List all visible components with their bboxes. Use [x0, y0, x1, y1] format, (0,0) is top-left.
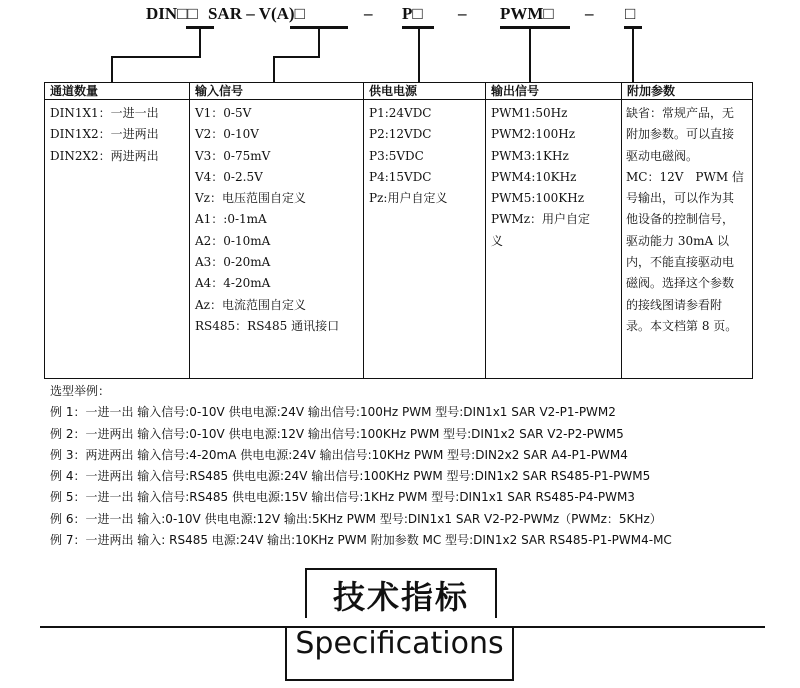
model-code-dash-3: –: [585, 4, 594, 23]
extra-line: 他设备的控制信号，: [626, 212, 735, 227]
input-item: V4：0-2.5V: [195, 169, 263, 184]
examples-heading: 选型举例：: [50, 384, 111, 398]
header-extra: 附加参数: [627, 84, 676, 98]
connector-din-v1: [199, 29, 201, 57]
input-item: A4：4-20mA: [195, 276, 271, 291]
extra-line: 的接线图请参看附: [626, 297, 723, 312]
input-item: V3：0-75mV: [195, 148, 271, 163]
header-output: 输出信号: [491, 84, 540, 98]
inputs-cell: [195, 103, 339, 337]
input-item: Vz：电压范围自定义: [195, 191, 306, 206]
input-item: V1：0-5V: [195, 106, 252, 120]
model-code: [146, 4, 305, 24]
output-item: PWM4:10KHz: [491, 169, 577, 184]
selection-table: [44, 82, 753, 379]
example-line: 例 3：两进两出 输入信号:4-20mA 供电电源:24V 输出信号:10KHz PWM 型号:DIN2x2 SAR A4-P1-PWM4: [50, 447, 628, 462]
output-item: PWM2:100Hz: [491, 127, 576, 142]
connector-v-v1: [318, 29, 320, 57]
power-item: P1:24VDC: [369, 106, 432, 120]
input-item: RS485：RS485 通讯接口: [195, 318, 340, 333]
extra-line: 附加参数。可以直接: [626, 127, 735, 142]
extra-cell: [626, 103, 744, 337]
extra-line: MC：12V PWM 信: [626, 169, 744, 184]
extra-line: 磁阀。选择这个参数: [626, 276, 735, 291]
input-item: A2：0-10mA: [195, 233, 271, 248]
header-input: 输入信号: [195, 84, 244, 98]
channel-item: DIN1X1：一进一出: [50, 106, 159, 120]
channel-item: DIN1X2：一进两出: [50, 127, 159, 142]
example-line: 例 2：一进两出 输入信号:0-10V 供电电源:12V 输出信号:100KHz PWM 型号:DIN1x2 SAR V2-P2-PWM5: [50, 426, 624, 441]
output-item: PWM1:50Hz: [491, 106, 568, 120]
power-item: P3:5VDC: [369, 148, 424, 163]
connector-last: [632, 29, 634, 83]
channel-item: DIN2X2：两进两出: [50, 148, 159, 163]
connector-pwm: [529, 29, 531, 83]
connector-v-h: [273, 56, 320, 58]
example-line: 例 5：一进一出 输入信号:RS485 供电电源:15V 输出信号:1KHz PWM 型号:DIN1x1 SAR RS485-P4-PWM3: [50, 490, 635, 505]
output-item: PWM5:100KHz: [491, 191, 585, 206]
output-item: PWMz：用户自定: [491, 212, 591, 227]
input-item: A3：0-20mA: [195, 255, 271, 270]
model-code-dash-2: –: [458, 4, 467, 23]
header-separator: [45, 99, 752, 100]
model-code-v: V(A)□: [258, 4, 305, 23]
example-line: 例 4：一进两出 输入信号:RS485 供电电源:24V 输出信号:100KHz PWM 型号:DIN1x2 SAR RS485-P1-PWM5: [50, 469, 651, 484]
connector-din-h: [111, 56, 201, 58]
power-item: P4:15VDC: [369, 169, 432, 184]
section-title-cn: 技术指标: [332, 578, 469, 616]
extra-line: 驱动电磁阀。: [626, 148, 699, 163]
extra-line: 内，不能直接驱动电: [626, 255, 735, 270]
outputs-cell: [491, 103, 590, 252]
example-line: 例 6：一进一出 输入:0-10V 供电电源:12V 输出:5KHz PWM 型号:DIN1x1 SAR V2-P2-PWMz（PWMz：5KHz）: [50, 511, 662, 526]
output-item: PWM3:1KHz: [491, 148, 569, 163]
input-item: Az：电流范围自定义: [195, 297, 306, 312]
input-item: V2：0-10V: [195, 127, 259, 142]
channels-cell: [50, 103, 159, 167]
power-item: Pz:用户自定义: [369, 191, 448, 206]
power-item: P2:12VDC: [369, 127, 432, 142]
connector-v-v2: [273, 56, 275, 83]
example-line: 例 7：一进两出 输入: RS485 电源:24V 输出:10KHz PWM 附加参数 MC 型号:DIN1x2 SAR RS485-P1-PWM4-MC: [50, 533, 672, 548]
power-cell: [369, 103, 447, 209]
section-title-en: Specifications: [295, 626, 504, 661]
model-code-dash-1: –: [364, 4, 373, 23]
model-code-pwm: PWM□: [500, 4, 554, 23]
underline-pwm: [500, 26, 570, 29]
header-channels: 通道数量: [50, 84, 99, 98]
extra-line: 缺省：常规产品，无: [626, 106, 735, 120]
connector-din-v2: [111, 56, 113, 83]
output-item: 义: [491, 233, 504, 248]
selection-examples: [50, 381, 672, 551]
extra-line: 驱动能力 30mA 以: [626, 233, 729, 248]
input-item: A1：:0-1mA: [195, 212, 267, 227]
model-code-din: DIN□□: [146, 4, 198, 23]
extra-line: 号输出，可以作为其: [626, 191, 735, 206]
model-code-sar: SAR –: [207, 4, 255, 23]
example-line: 例 1：一进一出 输入信号:0-10V 供电电源:24V 输出信号:100Hz PWM 型号:DIN1x1 SAR V2-P1-PWM2: [50, 405, 616, 420]
header-power: 供电电源: [369, 84, 418, 98]
model-code-last: □: [625, 4, 636, 23]
extra-line: 录。本文档第 8 页。: [626, 318, 738, 333]
connector-p: [418, 29, 420, 83]
model-code-p: P□: [402, 4, 423, 23]
